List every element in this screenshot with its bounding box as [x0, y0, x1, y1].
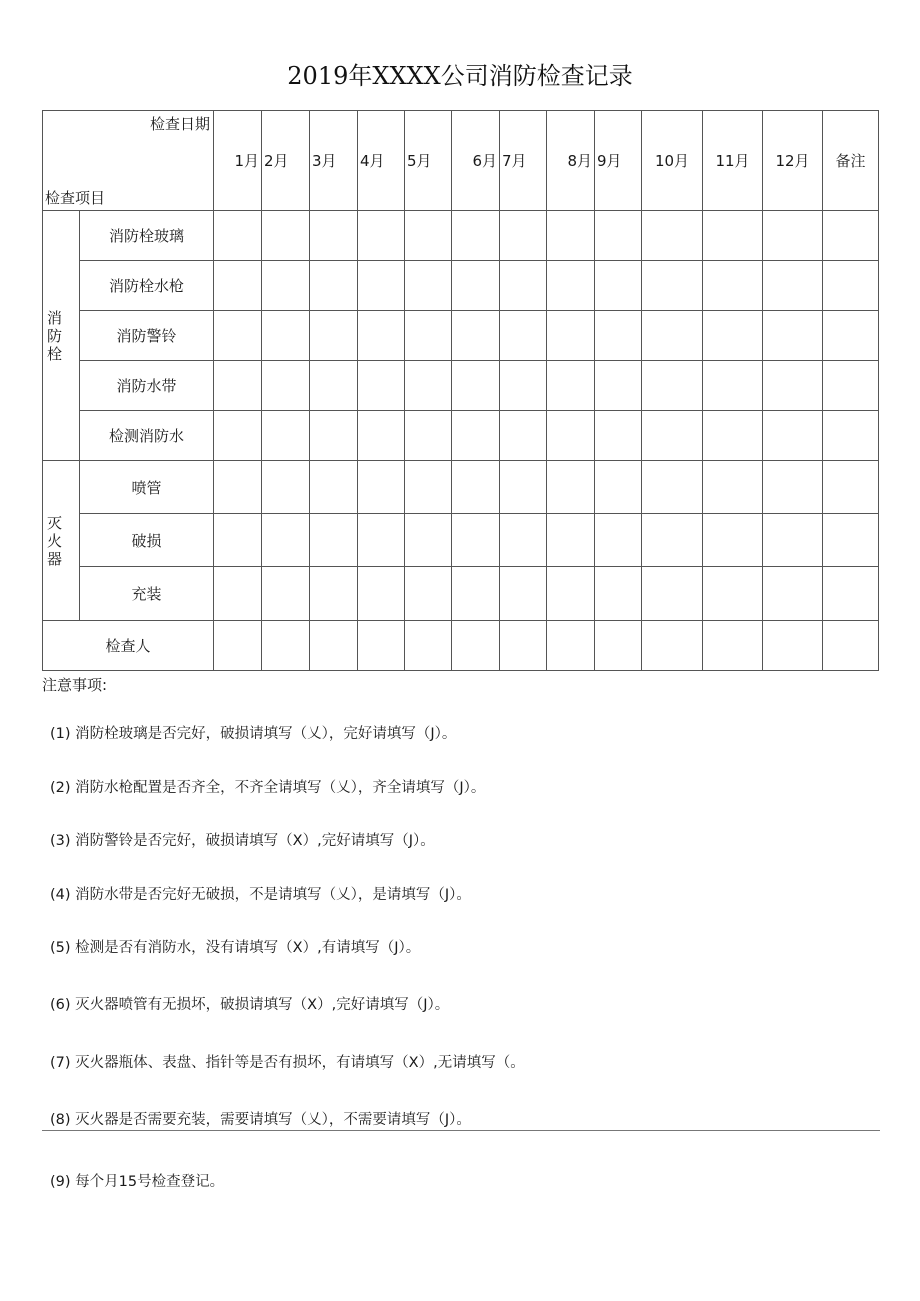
check-cell[interactable]: [595, 411, 642, 461]
check-cell[interactable]: [823, 567, 879, 621]
month-header-11: 11月: [703, 111, 763, 211]
check-cell[interactable]: [405, 261, 452, 311]
check-cell[interactable]: [452, 411, 500, 461]
check-cell[interactable]: [763, 261, 823, 311]
check-cell[interactable]: [500, 514, 547, 567]
month-header-6: 6月: [452, 111, 500, 211]
month-header-1: 1月: [214, 111, 262, 211]
check-cell[interactable]: [547, 311, 595, 361]
check-cell[interactable]: [703, 411, 763, 461]
check-cell[interactable]: [595, 567, 642, 621]
check-cell[interactable]: [262, 461, 310, 514]
check-cell[interactable]: [358, 567, 405, 621]
check-cell[interactable]: [500, 621, 547, 671]
item-label: 消防水带: [80, 361, 214, 411]
notes-heading: 注意事项:: [42, 676, 108, 694]
check-cell[interactable]: [358, 361, 405, 411]
check-cell[interactable]: [703, 461, 763, 514]
month-header-5: 5月: [405, 111, 452, 211]
check-cell[interactable]: [500, 361, 547, 411]
group-hydrant-label: 消 防 栓: [43, 211, 80, 461]
check-cell[interactable]: [262, 211, 310, 261]
month-header-7: 7月: [500, 111, 547, 211]
note-item-9: (9) 每个月15号检查登记。: [50, 1174, 225, 1190]
table-row: [43, 261, 879, 311]
check-cell[interactable]: [310, 514, 358, 567]
check-cell[interactable]: [500, 411, 547, 461]
check-cell[interactable]: [703, 261, 763, 311]
table-row: [43, 461, 879, 514]
check-cell[interactable]: [405, 361, 452, 411]
note-item-4: (4) 消防水带是否完好无破损，不是请填写（乂），是请填写（J）。: [50, 887, 471, 903]
check-cell[interactable]: [763, 211, 823, 261]
check-cell[interactable]: [595, 311, 642, 361]
remark-header: 备注: [823, 111, 879, 211]
check-cell[interactable]: [763, 514, 823, 567]
inspector-label: 检查人: [43, 621, 214, 671]
check-cell[interactable]: [262, 311, 310, 361]
inspector-row: [43, 621, 879, 671]
check-cell[interactable]: [500, 461, 547, 514]
table-row: [43, 567, 879, 621]
check-cell[interactable]: [547, 261, 595, 311]
check-cell[interactable]: [595, 361, 642, 411]
check-cell[interactable]: [452, 514, 500, 567]
check-cell[interactable]: [642, 621, 703, 671]
check-cell[interactable]: [262, 361, 310, 411]
check-cell[interactable]: [310, 621, 358, 671]
check-cell[interactable]: [642, 311, 703, 361]
item-label: 消防栓玻璃: [80, 211, 214, 261]
check-cell[interactable]: [358, 411, 405, 461]
check-cell[interactable]: [500, 211, 547, 261]
check-cell[interactable]: [358, 211, 405, 261]
divider-line: [42, 1130, 880, 1131]
check-cell[interactable]: [763, 411, 823, 461]
check-cell[interactable]: [214, 461, 262, 514]
check-cell[interactable]: [763, 567, 823, 621]
check-cell[interactable]: [405, 514, 452, 567]
check-cell[interactable]: [310, 411, 358, 461]
month-header-2: 2月: [262, 111, 310, 211]
check-cell[interactable]: [823, 621, 879, 671]
check-date-label: 检查日期: [149, 115, 210, 133]
check-cell[interactable]: [405, 211, 452, 261]
check-cell[interactable]: [214, 261, 262, 311]
check-cell[interactable]: [547, 567, 595, 621]
check-cell[interactable]: [452, 361, 500, 411]
item-label: 消防栓水枪: [80, 261, 214, 311]
check-cell[interactable]: [642, 361, 703, 411]
check-cell[interactable]: [452, 311, 500, 361]
check-cell[interactable]: [642, 461, 703, 514]
check-cell[interactable]: [310, 567, 358, 621]
header-row: [43, 111, 879, 211]
item-label: 检测消防水: [80, 411, 214, 461]
check-cell[interactable]: [595, 211, 642, 261]
check-item-label: 检查项目: [45, 189, 106, 207]
check-cell[interactable]: [642, 211, 703, 261]
check-cell[interactable]: [500, 261, 547, 311]
check-cell[interactable]: [595, 514, 642, 567]
check-cell[interactable]: [310, 361, 358, 411]
note-item-1: (1) 消防栓玻璃是否完好，破损请填写（乂），完好请填写（J）。: [50, 726, 457, 742]
month-header-12: 12月: [763, 111, 823, 211]
inspection-table: [42, 110, 879, 671]
check-cell[interactable]: [452, 211, 500, 261]
check-cell[interactable]: [358, 461, 405, 514]
note-item-3: (3) 消防警铃是否完好，破损请填写（X）,完好请填写（J）。: [50, 833, 435, 849]
check-cell[interactable]: [595, 461, 642, 514]
month-header-9: 9月: [595, 111, 642, 211]
check-cell[interactable]: [763, 461, 823, 514]
check-cell[interactable]: [262, 567, 310, 621]
check-cell[interactable]: [310, 211, 358, 261]
check-cell[interactable]: [547, 211, 595, 261]
item-label: 喷管: [80, 461, 214, 514]
note-item-8: (8) 灭火器是否需要充装，需要请填写（乂），不需要请填写（J）。: [50, 1112, 471, 1128]
month-header-4: 4月: [358, 111, 405, 211]
check-cell[interactable]: [703, 311, 763, 361]
table-row: [43, 211, 879, 261]
check-cell[interactable]: [310, 311, 358, 361]
check-cell[interactable]: [823, 311, 879, 361]
check-cell[interactable]: [310, 461, 358, 514]
check-cell[interactable]: [823, 411, 879, 461]
note-item-5: (5) 检测是否有消防水，没有请填写（X）,有请填写（J）。: [50, 940, 421, 956]
note-item-2: (2) 消防水枪配置是否齐全，不齐全请填写（乂），齐全请填写（J）。: [50, 780, 486, 796]
check-cell[interactable]: [452, 567, 500, 621]
check-cell[interactable]: [547, 411, 595, 461]
check-cell[interactable]: [358, 311, 405, 361]
check-cell[interactable]: [642, 411, 703, 461]
check-cell[interactable]: [214, 361, 262, 411]
check-cell[interactable]: [262, 411, 310, 461]
table-row: [43, 514, 879, 567]
check-cell[interactable]: [642, 567, 703, 621]
month-header-8: 8月: [547, 111, 595, 211]
check-cell[interactable]: [763, 311, 823, 361]
table-row: [43, 311, 879, 361]
corner-header-cell: [43, 111, 214, 211]
check-cell[interactable]: [262, 514, 310, 567]
check-cell[interactable]: [358, 514, 405, 567]
table-row: [43, 361, 879, 411]
check-cell[interactable]: [310, 261, 358, 311]
check-cell[interactable]: [214, 411, 262, 461]
check-cell[interactable]: [642, 514, 703, 567]
check-cell[interactable]: [452, 261, 500, 311]
check-cell[interactable]: [763, 361, 823, 411]
table-row: [43, 411, 879, 461]
check-cell[interactable]: [703, 361, 763, 411]
month-header-3: 3月: [310, 111, 358, 211]
check-cell[interactable]: [358, 261, 405, 311]
item-label: 充装: [80, 567, 214, 621]
month-header-10: 10月: [642, 111, 703, 211]
check-cell[interactable]: [763, 621, 823, 671]
check-cell[interactable]: [405, 461, 452, 514]
check-cell[interactable]: [214, 567, 262, 621]
note-item-6: (6) 灭火器喷管有无损坏，破损请填写（X）,完好请填写（J）。: [50, 997, 450, 1013]
check-cell[interactable]: [823, 361, 879, 411]
check-cell[interactable]: [823, 261, 879, 311]
check-cell[interactable]: [405, 621, 452, 671]
check-cell[interactable]: [405, 567, 452, 621]
check-cell[interactable]: [547, 361, 595, 411]
check-cell[interactable]: [642, 261, 703, 311]
check-cell[interactable]: [405, 311, 452, 361]
page-title: 2019年XXXX公司消防检查记录: [287, 62, 633, 90]
check-cell[interactable]: [452, 621, 500, 671]
check-cell[interactable]: [595, 261, 642, 311]
check-cell[interactable]: [358, 621, 405, 671]
check-cell[interactable]: [262, 621, 310, 671]
check-cell[interactable]: [703, 211, 763, 261]
check-cell[interactable]: [823, 461, 879, 514]
check-cell[interactable]: [500, 567, 547, 621]
check-cell[interactable]: [214, 311, 262, 361]
check-cell[interactable]: [214, 514, 262, 567]
item-label: 消防警铃: [80, 311, 214, 361]
check-cell[interactable]: [703, 621, 763, 671]
check-cell[interactable]: [547, 461, 595, 514]
check-cell[interactable]: [547, 621, 595, 671]
check-cell[interactable]: [405, 411, 452, 461]
group-extinguisher-label: 灭 火 器: [43, 461, 80, 621]
check-cell[interactable]: [452, 461, 500, 514]
check-cell[interactable]: [214, 211, 262, 261]
check-cell[interactable]: [703, 514, 763, 567]
check-cell[interactable]: [823, 211, 879, 261]
check-cell[interactable]: [262, 261, 310, 311]
check-cell[interactable]: [823, 514, 879, 567]
check-cell[interactable]: [214, 621, 262, 671]
check-cell[interactable]: [547, 514, 595, 567]
check-cell[interactable]: [595, 621, 642, 671]
check-cell[interactable]: [500, 311, 547, 361]
check-cell[interactable]: [703, 567, 763, 621]
item-label: 破损: [80, 514, 214, 567]
note-item-7: (7) 灭火器瓶体、表盘、指针等是否有损坏，有请填写（X）,无请填写（。: [50, 1055, 525, 1071]
